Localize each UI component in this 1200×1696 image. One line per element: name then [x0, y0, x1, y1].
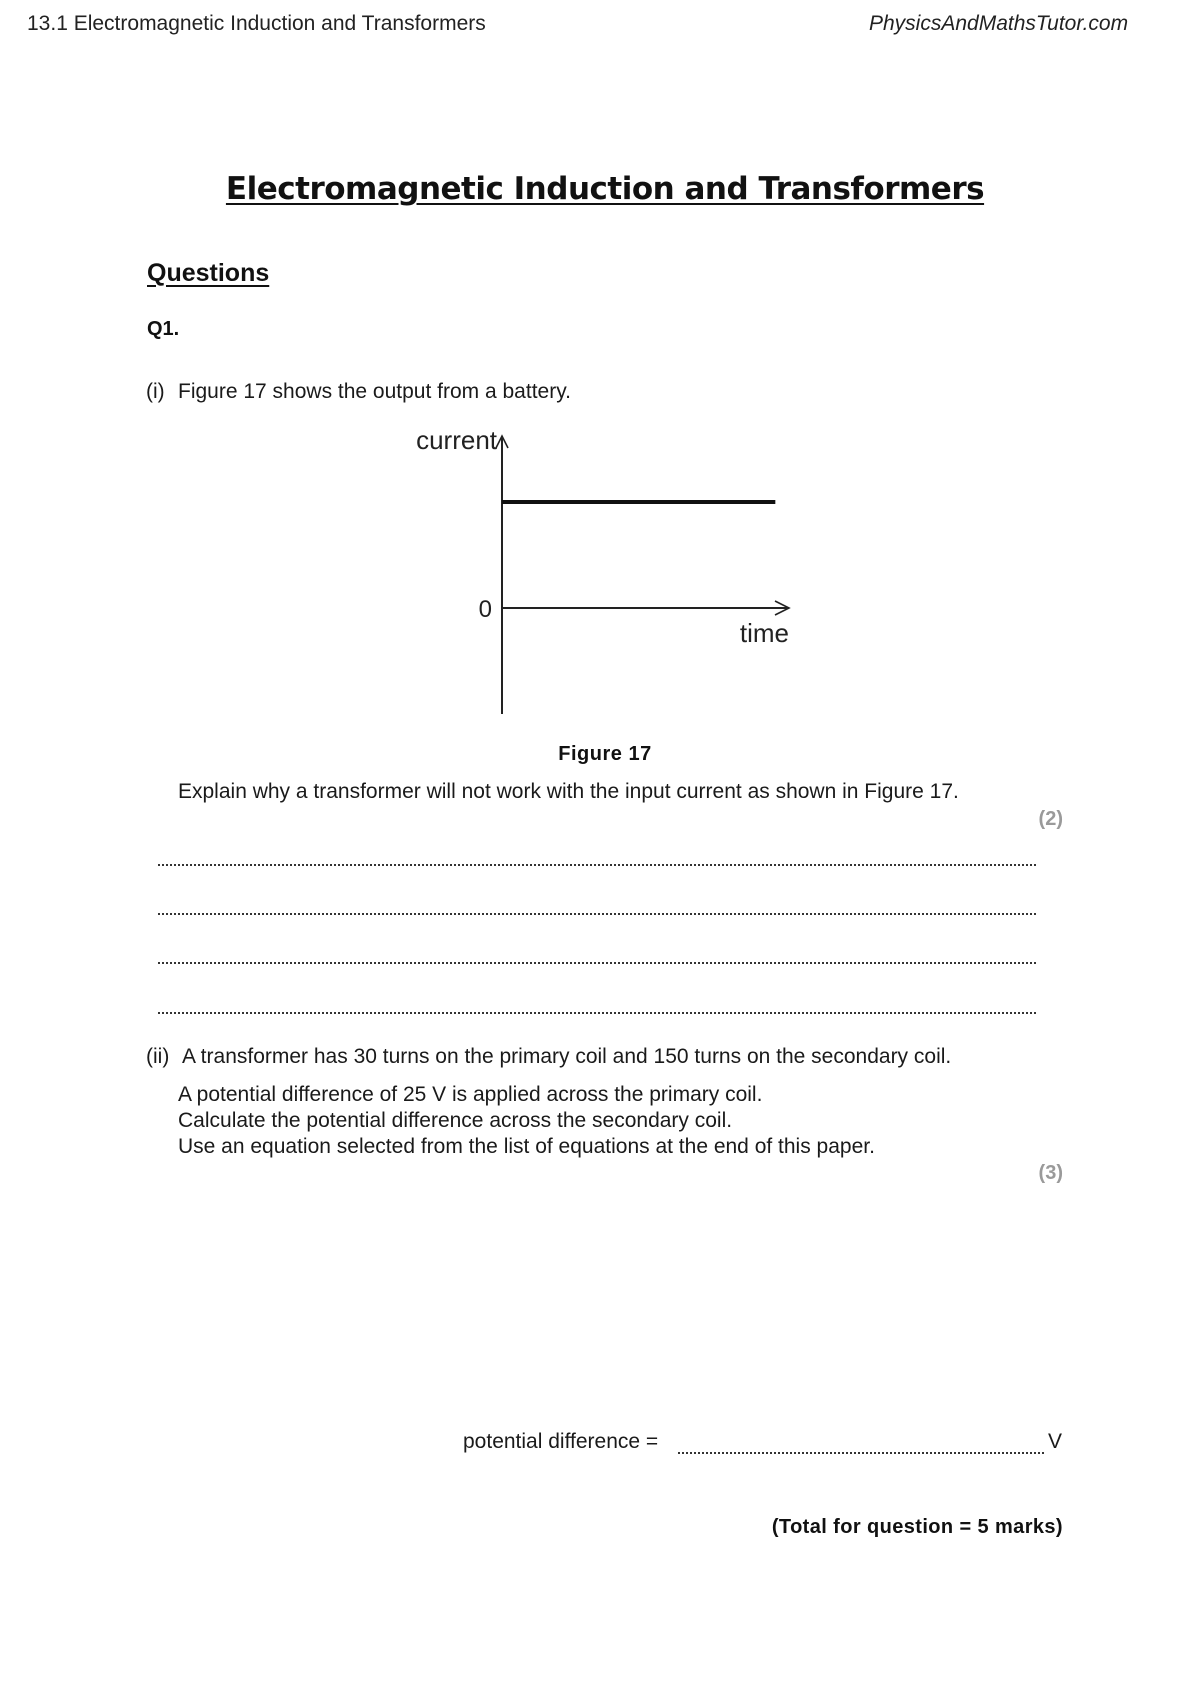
- answer-unit: V: [1048, 1430, 1063, 1453]
- answer-line[interactable]: [158, 962, 1036, 964]
- part-i-prompt: Explain why a transformer will not work with the input current as shown in Figure 17.: [178, 780, 959, 803]
- part-ii-marks: (3): [1038, 1162, 1063, 1184]
- y-axis-label: current: [416, 425, 497, 455]
- figure-caption: Figure 17: [558, 743, 652, 765]
- part-ii-line: Use an equation selected from the list of equations at the end of this paper.: [178, 1135, 875, 1158]
- header-topic: 13.1 Electromagnetic Induction and Transformers: [27, 12, 486, 35]
- answer-line[interactable]: [158, 864, 1036, 866]
- page-title: Electromagnetic Induction and Transformers: [225, 171, 985, 207]
- part-i-marks: (2): [1038, 808, 1063, 830]
- figure-17-graph: [380, 420, 840, 720]
- part-ii-text: A transformer has 30 turns on the primary coil and 150 turns on the secondary coil.: [182, 1045, 952, 1068]
- part-i-marker: (i): [146, 380, 165, 403]
- answer-line[interactable]: [158, 1012, 1036, 1014]
- header-site: PhysicsAndMathsTutor.com: [869, 12, 1129, 35]
- x-axis-label: time: [739, 618, 789, 648]
- part-i-text: Figure 17 shows the output from a battery.: [178, 380, 571, 403]
- potential-difference-answer: [463, 1430, 1063, 1460]
- section-heading: Questions: [147, 259, 270, 287]
- part-ii-line: A potential difference of 25 V is applied across the primary coil.: [178, 1083, 763, 1106]
- answer-label: potential difference =: [463, 1430, 659, 1453]
- question-number: Q1.: [147, 318, 180, 340]
- total-marks: (Total for question = 5 marks): [771, 1516, 1063, 1538]
- part-ii-line: Calculate the potential difference across the secondary coil.: [178, 1109, 733, 1132]
- origin-label: 0: [478, 596, 492, 623]
- answer-line[interactable]: [158, 913, 1036, 915]
- part-ii-marker: (ii): [146, 1045, 170, 1068]
- figure-17: [380, 420, 840, 720]
- answer-field[interactable]: [678, 1452, 1044, 1454]
